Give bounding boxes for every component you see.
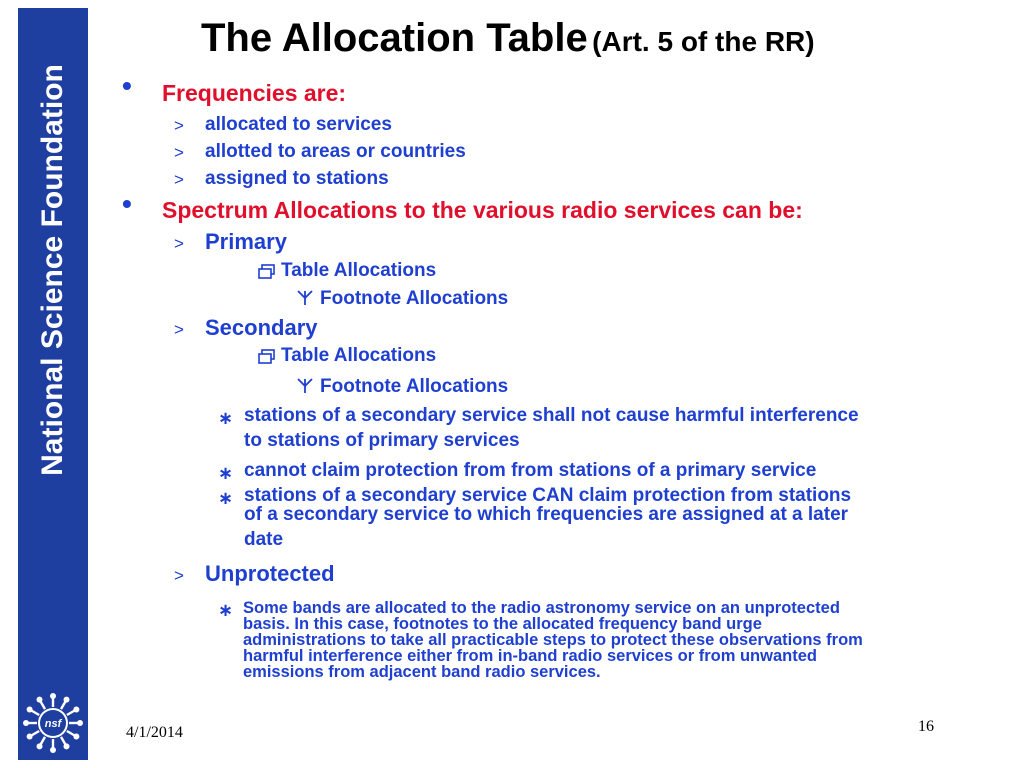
arrow-icon: > [174, 320, 184, 339]
primary-label: Primary [205, 229, 287, 254]
title-sub: (Art. 5 of the RR) [592, 26, 815, 57]
antenna-icon [296, 377, 314, 395]
footer-date: 4/1/2014 [126, 724, 183, 741]
asterisk-icon: ∗ [218, 463, 234, 483]
secondary-note: of a secondary service to which frequencies are assigned at a later [244, 504, 849, 525]
title-main: The Allocation Table [201, 16, 588, 60]
asterisk-icon: ∗ [218, 408, 234, 428]
page-number: 16 [918, 718, 934, 735]
arrow-icon: > [174, 566, 184, 585]
unprotected-line: basis. In this case, footnotes to the allocated frequency band urge [243, 615, 762, 633]
secondary-note: to stations of primary services [244, 430, 520, 451]
slide-title [201, 16, 815, 61]
unprotected-line: administrations to take all practicable steps to protect these observations from [243, 631, 863, 649]
heading-frequencies: Frequencies are: [162, 80, 347, 106]
table-icon [258, 264, 276, 280]
unprotected-label: Unprotected [205, 561, 335, 586]
bullet-dot-icon: • [122, 70, 132, 101]
secondary-note: cannot claim protection from from stations of a primary service [244, 460, 817, 481]
svg-text:nsf: nsf [44, 718, 62, 730]
arrow-icon: > [174, 116, 184, 135]
secondary-footnote-allocations: Footnote Allocations [320, 376, 509, 397]
sidebar-label: National Science Foundation [36, 64, 69, 476]
antenna-icon [296, 289, 314, 307]
table-icon [258, 349, 276, 365]
unprotected-line: harmful interference either from in-band radio services or from unwanted [243, 647, 817, 665]
heading-spectrum: Spectrum Allocations to the various radio services can be: [162, 197, 803, 223]
arrow-icon: > [174, 234, 184, 253]
secondary-note: stations of a secondary service CAN claim protection from stations [244, 485, 852, 506]
bullet-dot-icon: • [122, 188, 132, 219]
asterisk-icon: ∗ [218, 600, 234, 620]
primary-footnote-allocations: Footnote Allocations [320, 288, 509, 309]
arrow-icon: > [174, 170, 184, 189]
secondary-note: date [244, 529, 284, 550]
secondary-note: stations of a secondary service shall not cause harmful interference [244, 405, 859, 426]
freq-item: allotted to areas or countries [205, 141, 466, 162]
freq-item: allocated to services [205, 114, 392, 135]
nsf-logo [20, 690, 86, 756]
asterisk-icon: ∗ [218, 488, 234, 508]
unprotected-line: Some bands are allocated to the radio astronomy service on an unprotected [243, 599, 840, 617]
arrow-icon: > [174, 143, 184, 162]
secondary-table-allocations: Table Allocations [281, 345, 437, 366]
primary-table-allocations: Table Allocations [281, 260, 437, 281]
secondary-label: Secondary [205, 315, 318, 340]
unprotected-line: emissions from adjacent band radio services. [243, 663, 601, 681]
unprotected-note [243, 600, 863, 680]
freq-item: assigned to stations [205, 168, 389, 189]
